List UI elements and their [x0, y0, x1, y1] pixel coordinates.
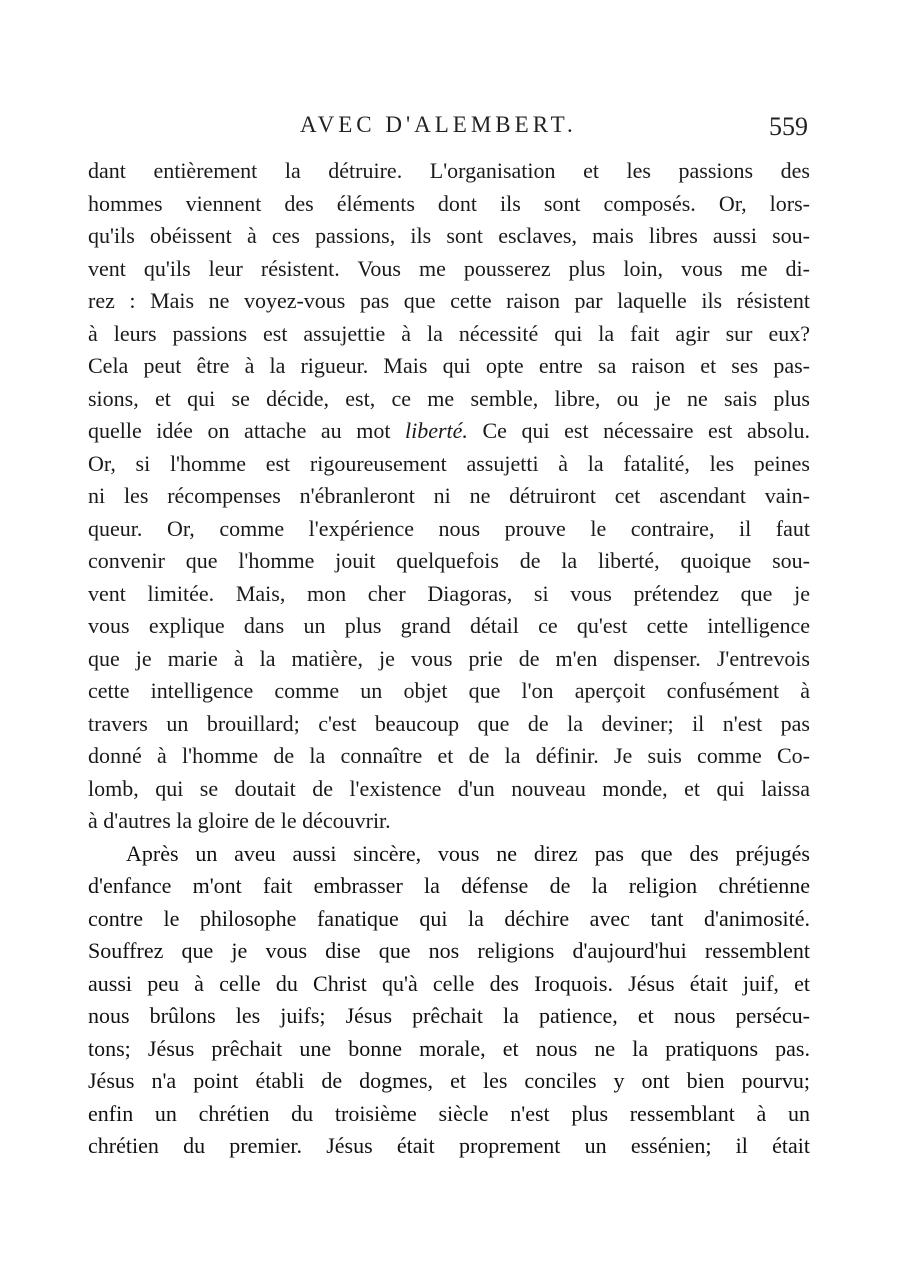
text-line: ni les récompenses n'ébranleront ni ne détruiront cet ascendant vain- [88, 483, 810, 508]
text-line: donné à l'homme de la connaître et de la définir. Je suis comme Co- [88, 743, 810, 768]
text-line: à leurs passions est assujettie à la nécessité qui la fait agir sur eux? [88, 320, 810, 346]
text-segment: quelle idée on attache au mot [88, 418, 405, 443]
text-line: tons; Jésus prêchait une bonne morale, et nous ne la pratiquons pas. [88, 1035, 810, 1061]
text-line-with-italic [88, 415, 810, 448]
text-line: travers un brouillard; c'est beaucoup que de la deviner; il n'est pas [88, 710, 810, 736]
text-line: cette intelligence comme un objet que l'on aperçoit confusément à [88, 678, 810, 703]
text-line: convenir que l'homme jouit quelquefois de la liberté, quoique sou- [88, 548, 810, 573]
text-line: qu'ils obéissent à ces passions, ils sont esclaves, mais libres aussi sou- [88, 223, 810, 248]
text-line: à d'autres la gloire de le découvrir. [88, 808, 391, 833]
text-line: aussi peu à celle du Christ qu'à celle des Iroquois. Jésus était juif, et [88, 970, 810, 996]
text-segment: Ce qui est nécessaire est absolu. [467, 418, 810, 443]
running-header: AVEC D'ALEMBERT. [300, 112, 577, 137]
text-line: Or, si l'homme est rigoureusement assujetti à la fatalité, les peines [88, 450, 810, 476]
text-line: sions, et qui se décide, est, ce me semble, libre, ou je ne sais plus [88, 385, 810, 411]
text-line: vent limitée. Mais, mon cher Diagoras, si vous prétendez que je [88, 580, 810, 606]
text-line: lomb, qui se doutait de l'existence d'un nouveau monde, et qui laissa [88, 775, 810, 801]
text-line: rez : Mais ne voyez-vous pas que cette raison par laquelle ils résistent [88, 288, 810, 313]
text-line: dant entièrement la détruire. L'organisation et les passions des [88, 158, 810, 183]
text-line: nous brûlons les juifs; Jésus prêchait la patience, et nous persécu- [88, 1003, 810, 1028]
page-number: 559 [769, 112, 808, 141]
text-line: Cela peut être à la rigueur. Mais qui opte entre sa raison et ses pas- [88, 353, 810, 378]
text-line: hommes viennent des éléments dont ils sont composés. Or, lors- [88, 190, 810, 216]
text-line: que je marie à la matière, je vous prie de m'en dispenser. J'entrevois [88, 645, 810, 671]
text-line: contre le philosophe fanatique qui la déchire avec tant d'animosité. [88, 905, 810, 931]
italic-word: liberté. [404, 418, 468, 443]
paragraph-1 [88, 155, 810, 838]
text-line: queur. Or, comme l'expérience nous prouve le contraire, il faut [88, 515, 810, 541]
text-line: vent qu'ils leur résistent. Vous me pousserez plus loin, vous me di- [88, 255, 810, 281]
text-line: vous explique dans un plus grand détail ce qu'est cette intelligence [88, 613, 810, 638]
text-line: Jésus n'a point établi de dogmes, et les conciles y ont bien pourvu; [88, 1068, 810, 1093]
text-line: d'enfance m'ont fait embrasser la défense de la religion chrétienne [88, 873, 810, 898]
text-line: Souffrez que je vous dise que nos religions d'aujourd'hui ressemblent [88, 938, 810, 963]
text-line: enfin un chrétien du troisième siècle n'est plus ressemblant à un [88, 1100, 810, 1126]
body-text [88, 155, 810, 1163]
text-line: Après un aveu aussi sincère, vous ne direz pas que des préjugés [126, 840, 810, 866]
paragraph-2 [88, 838, 810, 1163]
text-line: chrétien du premier. Jésus était proprement un essénien; il était [88, 1133, 810, 1158]
